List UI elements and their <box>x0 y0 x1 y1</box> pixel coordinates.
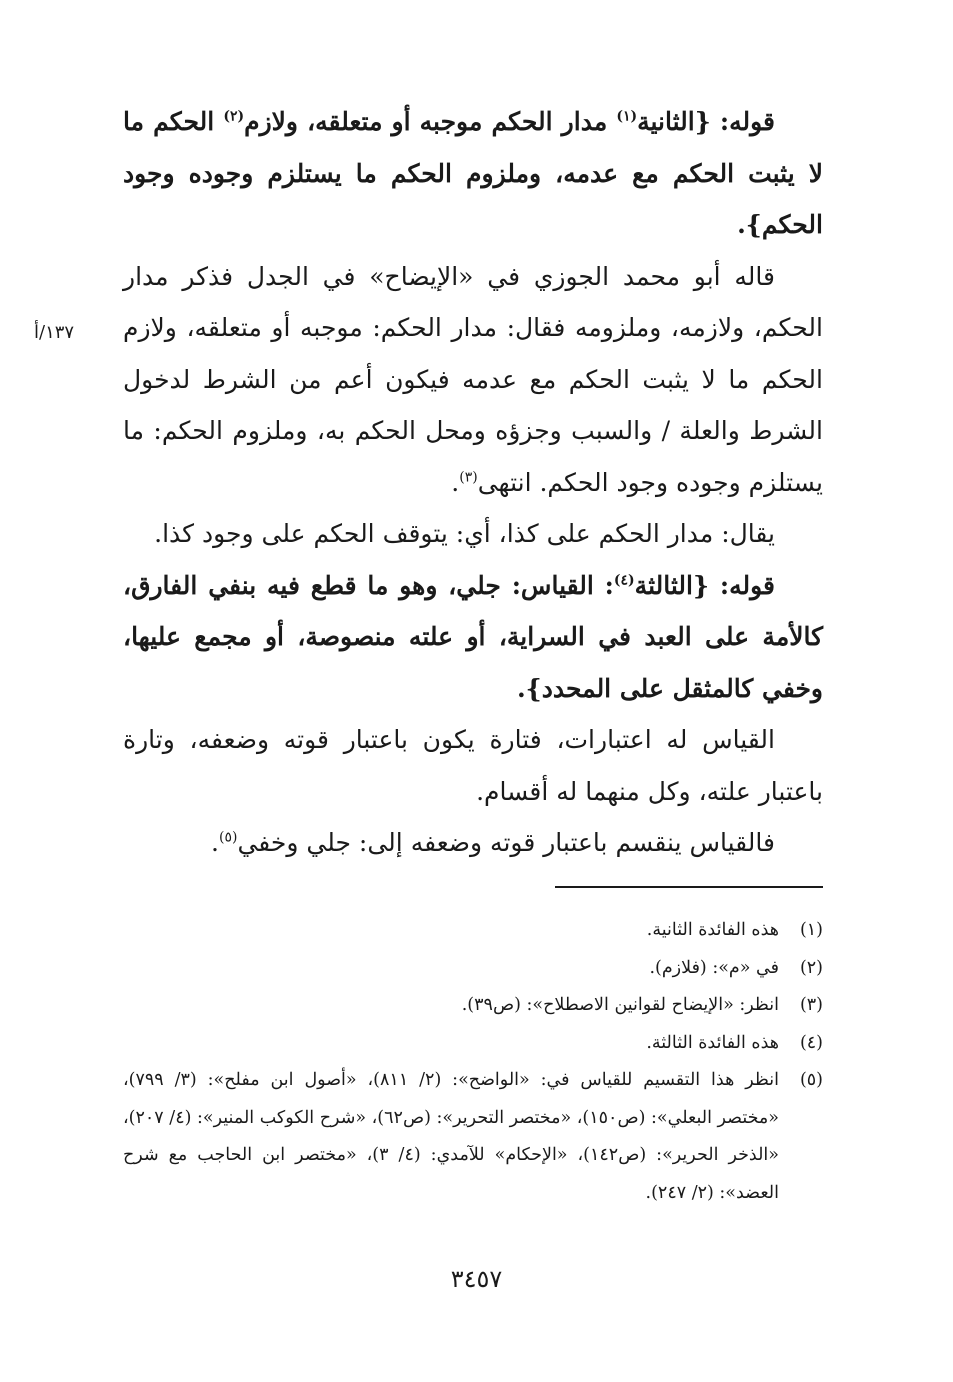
quote-third-part-a: قوله: {الثالثة <box>634 570 775 600</box>
paragraph-qiyas-division <box>123 817 823 869</box>
page-number: ٣٤٥٧ <box>450 1265 503 1293</box>
main-text-body <box>123 96 823 869</box>
footnote-text: هذه الفائدة الثانية. <box>646 920 779 940</box>
footnote-text: في «م»: (فلازم). <box>649 957 779 978</box>
commentary-jawzi-end: . <box>451 467 460 497</box>
quote-second-part-c: الحكم ما لا يثبت الحكم مع عدمه، وملزوم الحكم ما يستلزم وجوده وجود الحكم}. <box>123 107 823 239</box>
footnote-ref-4[interactable]: (٤) <box>613 572 635 589</box>
footnote-item <box>123 912 823 950</box>
paragraph-quote-second <box>123 96 823 251</box>
paragraph-qiyas-considerations: القياس له اعتبارات، فتارة يكون باعتبار قوته وضعفه، وتارة باعتبار علته، وكل منهما له أقسام. <box>123 725 823 806</box>
footnote-text: انظر هذا التقسيم للقياس في: «الواضح»: (٢/ ٨١١)، «أصول ابن مفلح»: (٣/ ٧٩٩)، «مختصر البعلي»: (ص١٥٠)، «مختصر التحرير»: (ص٦٢)، «شرح الكوكب المنير»: (٤/ ٢٠٧)، «الذخر الحرير»: (ص١٤٢)، «الإحكام» للآمدي: (٤/ ٣)، «مختصر ابن الحاجب مع شرح العضد»: (٢/ ٢٤٧). <box>123 1070 780 1203</box>
footnote-item <box>123 1062 823 1212</box>
footnote-ref-1[interactable]: (١) <box>616 108 638 125</box>
footnote-item <box>123 987 823 1025</box>
footnote-number: (٥) <box>799 1070 823 1090</box>
footnote-number: (٢) <box>799 957 823 978</box>
quote-second-part-a: قوله: {الثانية <box>637 107 776 136</box>
footnote-number: (٣) <box>799 995 823 1015</box>
footnote-text: انظر: «الإيضاح لقوانين الاصطلاح»: (ص٣٩). <box>461 995 779 1015</box>
footnote-number: (٤) <box>799 1032 823 1053</box>
paragraph-quote-third <box>123 560 823 715</box>
footnote-text: هذه الفائدة الثالثة. <box>646 1032 779 1053</box>
quote-second-part-b: مدار الحكم موجبه أو متعلقه، ولازم <box>244 107 617 136</box>
footnote-ref-5[interactable]: (٥) <box>218 829 238 846</box>
footnote-ref-3[interactable]: (٣) <box>459 469 478 486</box>
paragraph-commentary-jawzi <box>123 251 823 509</box>
margin-folio-note: ١٣٧/أ <box>34 322 75 343</box>
footnotes-section <box>123 912 823 1212</box>
footnote-item <box>123 950 823 988</box>
qiyas-division-end: . <box>211 828 219 857</box>
footnote-number: (١) <box>799 920 823 940</box>
qiyas-division-text: فالقياس ينقسم باعتبار قوته وضعفه إلى: جلي وخفي <box>237 828 775 857</box>
quote-third-part-b: : القياس: جلي، وهو ما قطع فيه بنفي الفارق، كالأمة على العبد في السراية، أو علته منصوصة، أو مجمع عليها، وخفي كالمثقل على المحدد}. <box>123 570 823 703</box>
footnote-ref-2[interactable]: (٢) <box>223 108 245 125</box>
paragraph-madar-definition: يقال: مدار الحكم على كذا، أي: يتوقف الحكم على وجود كذا. <box>154 519 775 548</box>
commentary-jawzi-text: قاله أبو محمد الجوزي في «الإيضاح» في الجدل فذكر مدار الحكم، ولازمه، وملزومه فقال: مدار الحكم: موجبه أو متعلقه، ولازم الحكم ما لا يثبت الحكم مع عدمه فيكون أعم من الشرط لدخول الشرط والعلة / والسبب وجزؤه ومحل الحكم به، وملزوم الحكم: ما يستلزم وجوده وجود الحكم. انتهى <box>123 261 823 497</box>
footnote-item <box>123 1025 823 1063</box>
footnote-separator <box>555 886 823 888</box>
